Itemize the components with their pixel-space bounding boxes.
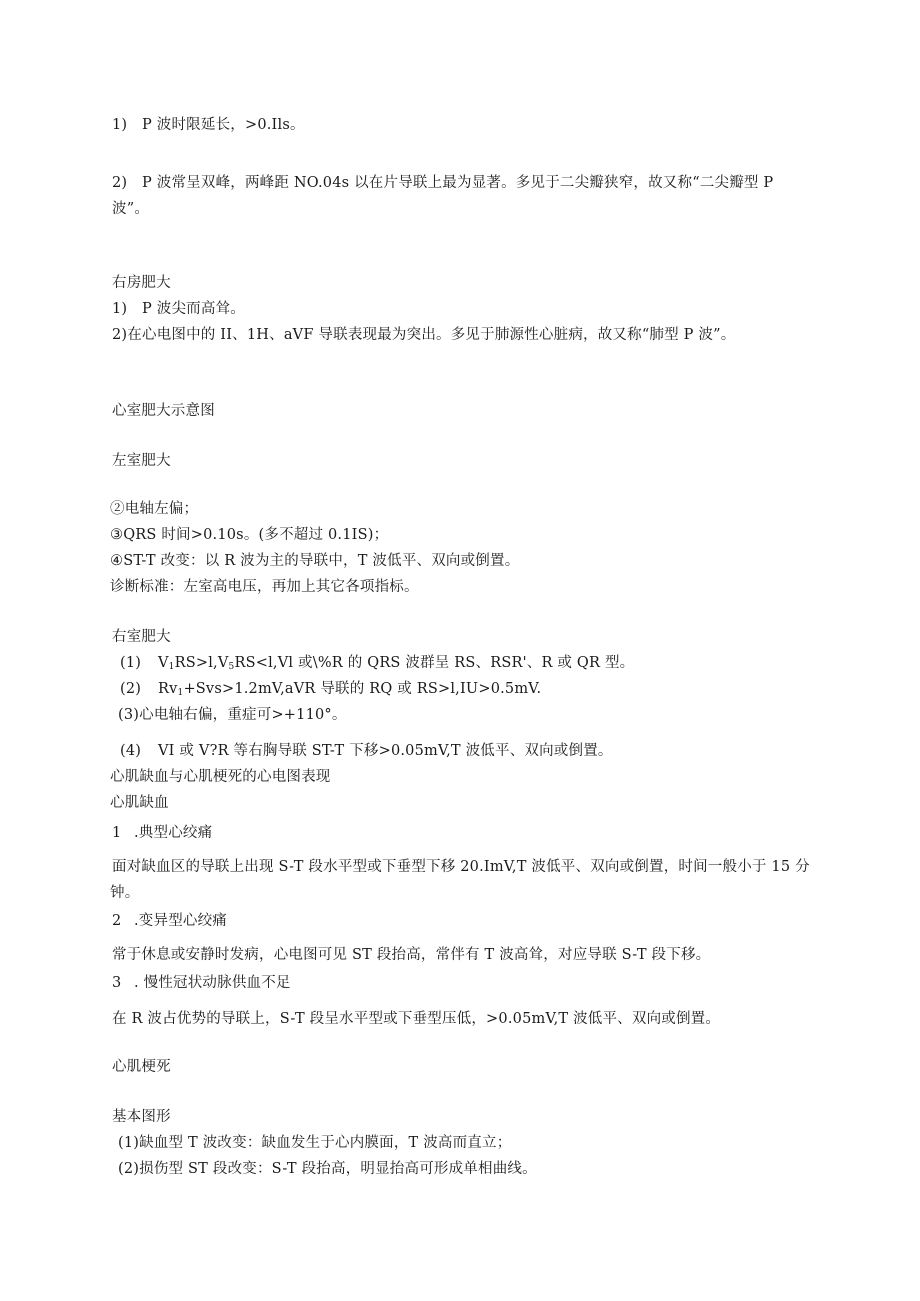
vh-diagram-title: 心室肥大示意图 [112,403,215,419]
rv-item-1-pre: V [158,655,169,671]
la-item-1-text: P 波时限延长，>0.Ils。 [142,117,305,133]
rv-item-2-pre: Rv [158,681,178,697]
mi-section-title: 心肌缺血与心肌梗死的心电图表现 [110,769,331,785]
ischemia-heading: 心肌缺血 [110,795,169,811]
basic-item-2 [118,1159,537,1179]
ra-heading: 右房肥大 [112,275,171,291]
la-item-2-continuation: 波”。 [112,201,150,217]
rv-item-1-text: RS>l,V [174,655,229,671]
rv-item-3-text: 心电轴右偏，重症可>+110°。 [139,707,347,723]
basic-item-2-number: (2) [118,1161,140,1177]
rv-item-1-sub2: 5 [228,662,235,672]
ra-item-2-number: 2) [112,327,128,343]
basic-item-1 [118,1133,511,1153]
rv-item-1 [120,653,634,673]
rv-item-1-sub: 1 [168,662,175,672]
infarction-heading: 心肌梗死 [112,1059,171,1075]
ischemia-item-1-number: 1 [112,825,122,841]
basic-pattern-heading: 基本图形 [112,1109,171,1125]
ischemia-item-3-number: 3 [112,975,122,991]
rv-item-1-number: (1) [120,655,142,671]
ischemia-item-1-title-text: .典型心绞痛 [134,825,213,841]
rv-item-4-text: VI 或 V?R 等右胸导联 ST-T 下移>0.05mV,T 波低平、双向或倒置。 [158,743,613,759]
lv-heading: 左室肥大 [112,453,171,469]
ischemia-item-2-title [112,911,227,931]
rv-item-3 [118,705,347,725]
rv-item-2-text: +Svs>1.2mV,aVR 导联的 RQ 或 RS>l,IU>0.5mV. [183,681,542,697]
lv-item-axis: ②电轴左偏； [110,501,199,517]
ischemia-item-2-desc: 常于休息或安静时发病，心电图可见 ST 段抬高，常伴有 T 波高耸，对应导联 S-T 段下移。 [112,947,711,963]
ra-item-1-number: 1) [112,301,128,317]
la-item-1-number: 1) [112,117,128,133]
ra-item-1-text: P 波尖而高耸。 [142,301,245,317]
rv-item-2 [120,679,541,699]
la-item-2-number: 2) [112,175,128,191]
basic-item-2-text: 损伤型 ST 段改变：S-T 段抬高，明显抬高可形成单相曲线。 [139,1161,537,1177]
rv-item-2-number: (2) [120,681,142,697]
ra-item-2 [112,325,735,345]
lv-item-stt: ④ST-T 改变：以 R 波为主的导联中，T 波低平、双向或倒置。 [110,553,520,569]
la-item-2-text: P 波常呈双峰，两峰距 NO.04s 以在片导联上最为显著。多见于二尖瓣狭窄，故又称“二尖瓣型 P [142,175,774,191]
lv-diagnostic-criteria: 诊断标准：左室高电压，再加上其它各项指标。 [110,579,419,595]
ischemia-item-3-title-text: . 慢性冠状动脉供血不足 [134,975,291,991]
rv-item-4-number: (4) [120,743,142,759]
la-item-1 [112,115,305,135]
rv-heading: 右室肥大 [112,629,171,645]
rv-item-1-post: RS<l,Vl 或\%R 的 QRS 波群呈 RS、RSR'、R 或 QR 型。 [234,655,635,671]
ra-item-1 [112,299,245,319]
basic-item-1-number: (1) [118,1135,140,1151]
ischemia-item-2-title-text: .变异型心绞痛 [134,913,228,929]
ischemia-item-3-desc: 在 R 波占优势的导联上，S-T 段呈水平型或下垂型压低，>0.05mV,T 波低平、双向或倒置。 [112,1011,721,1027]
ischemia-item-2-number: 2 [112,913,122,929]
ischemia-item-1-desc-continuation: 钟。 [110,885,140,901]
ischemia-item-1-desc: 面对缺血区的导联上出现 S-T 段水平型或下垂型下移 20.ImV,T 波低平、双向或倒置，时间一般小于 15 分 [112,859,810,875]
rv-item-2-sub: 1 [177,688,184,698]
lv-item-qrs: ③QRS 时间>0.10s。(多不超过 0.1IS)； [110,527,389,543]
la-item-2 [112,173,773,193]
rv-item-3-number: (3) [118,707,140,723]
rv-item-4 [120,741,613,761]
basic-item-1-text: 缺血型 T 波改变：缺血发生于心内膜面，T 波高而直立； [139,1135,512,1151]
ischemia-item-3-title [112,973,291,993]
ischemia-item-1-title [112,823,212,843]
ra-item-2-text: 在心电图中的 II、1H、aVF 导联表现最为突出。多见于肺源性心脏病，故又称“肺型 P 波”。 [127,327,736,343]
